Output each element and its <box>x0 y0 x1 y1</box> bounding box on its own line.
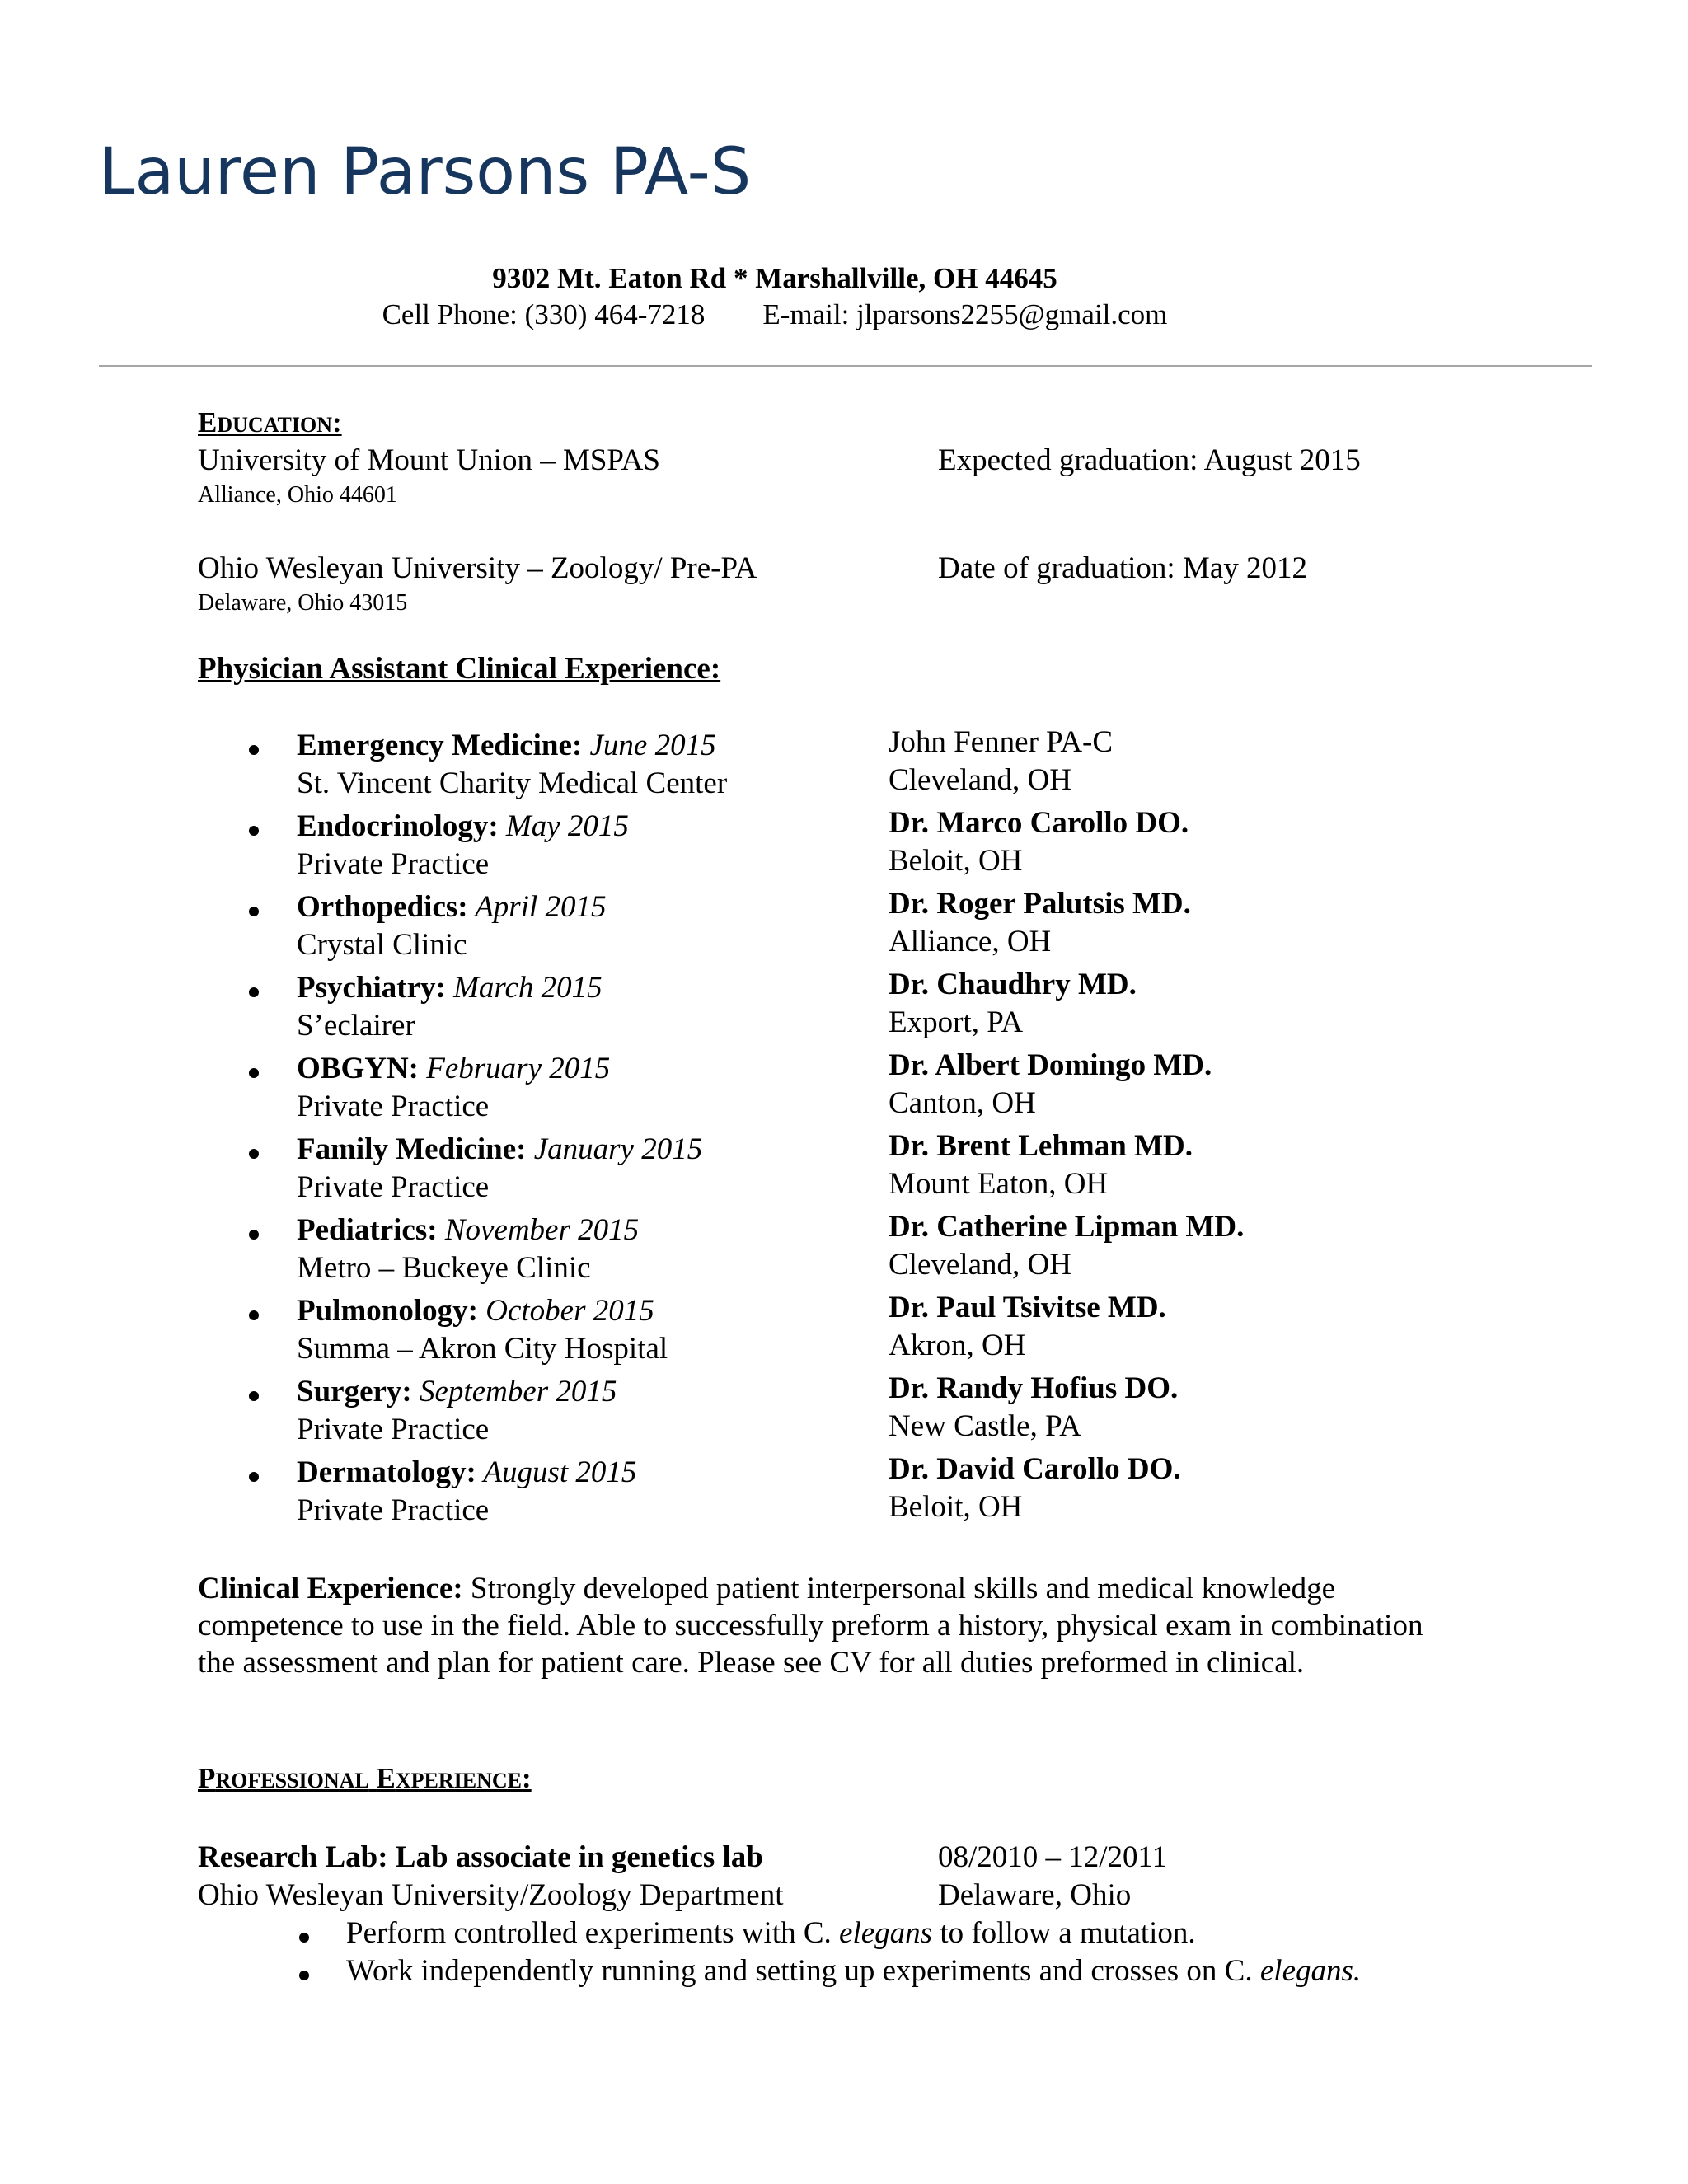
email-text: E-mail: jlparsons2255@gmail.com <box>762 298 1168 330</box>
bullet-icon <box>249 1310 259 1320</box>
rotation-specialty-line: Dermatology: August 2015 <box>297 1455 637 1489</box>
job-dates: 08/2010 – 12/2011 <box>938 1840 1168 1874</box>
rotation-preceptor: Dr. Randy Hofius DO. <box>889 1371 1179 1405</box>
bullet-icon <box>299 1933 309 1943</box>
bullet-icon <box>249 745 259 755</box>
bullet-icon <box>249 987 259 997</box>
clinical-rotations-heading: Physician Assistant Clinical Experience: <box>198 652 721 686</box>
professional-heading: PROFESSIONAL EXPERIENCE: <box>198 1762 532 1794</box>
phone-text: Cell Phone: (330) 464-7218 <box>382 298 706 330</box>
rotation-specialty-line: Pediatrics: November 2015 <box>297 1213 640 1247</box>
rotation-site: Private Practice <box>297 1090 490 1123</box>
bullet-icon <box>249 826 259 836</box>
rotation-preceptor: Dr. Roger Palutsis MD. <box>889 887 1191 921</box>
rotation-site: Private Practice <box>297 1413 490 1446</box>
rotation-location: Akron, OH <box>889 1329 1026 1362</box>
rotation-location: Export, PA <box>889 1005 1024 1039</box>
rotation-site: Private Practice <box>297 1170 490 1204</box>
rotation-specialty-line: Pulmonology: October 2015 <box>297 1294 654 1328</box>
address-line: 9302 Mt. Eaton Rd * Marshallville, OH 44645 <box>492 262 1057 294</box>
rotation-site: St. Vincent Charity Medical Center <box>297 766 728 800</box>
rotation-specialty-line: Orthopedics: April 2015 <box>297 890 607 924</box>
rotation-site: Private Practice <box>297 1493 490 1527</box>
rotation-site: Summa – Akron City Hospital <box>297 1332 668 1366</box>
bullet-icon <box>249 1068 259 1078</box>
clinical-summary-label: Clinical Experience: <box>198 1572 463 1605</box>
bullet-icon <box>249 1391 259 1401</box>
rotation-site: S’eclairer <box>297 1009 415 1043</box>
rotation-site: Metro – Buckeye Clinic <box>297 1251 591 1285</box>
bullet-icon <box>249 1472 259 1482</box>
rotation-preceptor: Dr. Paul Tsivitse MD. <box>889 1291 1166 1324</box>
header-divider <box>99 365 1592 367</box>
rotation-location: Cleveland, OH <box>889 763 1071 797</box>
rotation-preceptor: Dr. Marco Carollo DO. <box>889 806 1189 840</box>
bullet-icon <box>249 907 259 916</box>
rotation-specialty-line: Emergency Medicine: June 2015 <box>297 729 716 762</box>
rotation-preceptor: Dr. David Carollo DO. <box>889 1452 1181 1486</box>
education-location-2: Delaware, Ohio 43015 <box>198 590 408 616</box>
job-bullet-2: Work independently running and setting up experiments and crosses on C. elegans. <box>346 1954 1362 1988</box>
education-date-1: Expected graduation: August 2015 <box>938 443 1361 477</box>
clinical-summary <box>198 1570 1467 1681</box>
rotation-specialty-line: Endocrinology: May 2015 <box>297 809 629 843</box>
education-date-2: Date of graduation: May 2012 <box>938 551 1307 585</box>
education-school-1: University of Mount Union – MSPAS <box>198 443 660 477</box>
rotation-specialty-line: Psychiatry: March 2015 <box>297 971 603 1005</box>
page-title: Lauren Parsons PA-S <box>99 135 752 209</box>
job-title: Research Lab: Lab associate in genetics lab <box>198 1840 763 1874</box>
rotation-preceptor: Dr. Chaudhry MD. <box>889 968 1137 1001</box>
rotation-location: New Castle, PA <box>889 1409 1081 1443</box>
bullet-icon <box>249 1149 259 1159</box>
rotation-specialty-line: OBGYN: February 2015 <box>297 1052 611 1085</box>
bullet-icon <box>299 1971 309 1980</box>
rotation-specialty-line: Surgery: September 2015 <box>297 1375 617 1408</box>
job-org: Ohio Wesleyan University/Zoology Department <box>198 1878 784 1912</box>
contact-line <box>132 298 1418 331</box>
rotation-site: Private Practice <box>297 847 490 881</box>
rotation-location: Beloit, OH <box>889 844 1023 878</box>
education-heading: EDUCATION: <box>198 406 342 438</box>
bullet-icon <box>249 1230 259 1240</box>
clinical-summary-text: Strongly developed patient interpersonal skills and medical knowledge competence to use in the field. Able to successfully preform a history, physical exam in combination the assessment and plan for patient care. Please see CV for all duties preformed in clinical. <box>198 1572 1423 1680</box>
rotation-specialty-line: Family Medicine: January 2015 <box>297 1132 703 1166</box>
rotation-preceptor: Dr. Catherine Lipman MD. <box>889 1210 1245 1244</box>
education-location-1: Alliance, Ohio 44601 <box>198 482 397 508</box>
rotation-preceptor: Dr. Albert Domingo MD. <box>889 1048 1212 1082</box>
rotation-location: Beloit, OH <box>889 1490 1023 1524</box>
rotation-site: Crystal Clinic <box>297 928 467 962</box>
job-bullet-1: Perform controlled experiments with C. elegans to follow a mutation. <box>346 1916 1196 1950</box>
rotation-preceptor: John Fenner PA-C <box>889 725 1114 759</box>
rotation-location: Alliance, OH <box>889 925 1052 958</box>
education-school-2: Ohio Wesleyan University – Zoology/ Pre-PA <box>198 551 757 585</box>
rotation-location: Cleveland, OH <box>889 1248 1071 1282</box>
rotation-preceptor: Dr. Brent Lehman MD. <box>889 1129 1193 1163</box>
job-location: Delaware, Ohio <box>938 1878 1132 1912</box>
rotation-location: Mount Eaton, OH <box>889 1167 1109 1201</box>
rotation-location: Canton, OH <box>889 1086 1036 1120</box>
